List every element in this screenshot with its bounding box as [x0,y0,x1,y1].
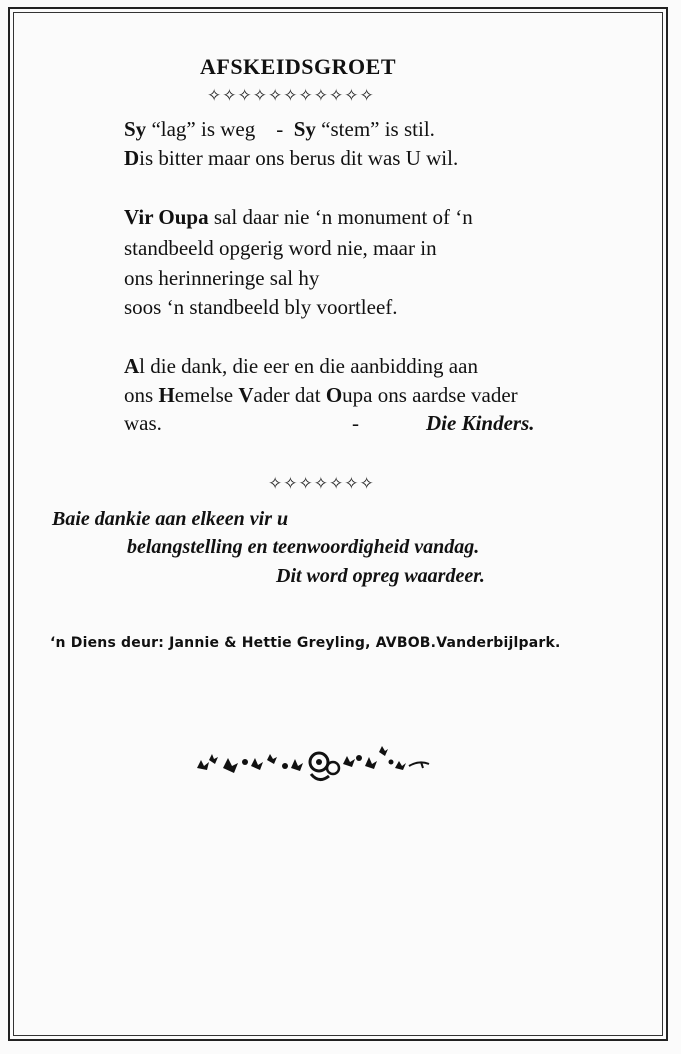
text: “lag” is weg - [146,117,294,141]
text: upa ons aardse vader [342,383,518,407]
stanza1-line1 [124,117,435,142]
stanza1-line2 [124,146,458,171]
thanks-line3: Dit word opreg waardeer. [276,565,485,587]
diamond-ornament-top: ✧✧✧✧✧✧✧✧✧✧✧ [207,86,375,106]
stanza3-line3 [124,411,564,436]
dash: - [352,411,359,435]
stanza3-line2 [124,383,518,408]
thanks-line2: belangstelling en teenwoordigheid vandag. [127,536,480,558]
bold-initial: O [325,383,343,407]
floral-ornament-icon [193,738,443,793]
bold-initial: Sy [293,117,316,141]
stanza2-line1 [124,205,473,230]
bold-word: Oupa [158,205,209,229]
stanza2-line3: ons herinneringe sal hy [124,266,320,290]
bold-initial: A [124,354,140,378]
bold-initial: Sy [124,117,147,141]
text: sal daar nie ‘n monument of ‘n [208,205,473,229]
signature-die-kinders: Die Kinders. [426,411,535,435]
text: ons [124,383,159,407]
text: was. [124,411,162,435]
thanks-line1: Baie dankie aan elkeen vir u [52,508,289,530]
service-credit: ‘n Diens deur: Jannie & Hettie Greyling, AVBOB.Vanderbijlpark. [50,635,561,651]
card-title: AFSKEIDSGROET [200,54,396,79]
stanza3-line1 [124,354,478,379]
text: ader dat [253,383,326,407]
text: is bitter maar ons berus dit was U wil. [139,146,459,170]
bold-initial: Vir [124,205,159,229]
bold-initial: V [238,383,254,407]
bold-initial: D [124,146,140,170]
bold-initial: H [158,383,175,407]
stanza2-line4: soos ‘n standbeeld bly voortleef. [124,295,398,319]
text: l die dank, die eer en die aanbidding aan [139,354,478,378]
stanza2-line2: standbeeld opgerig word nie, maar in [124,236,437,260]
diamond-ornament-middle: ✧✧✧✧✧✧✧ [268,474,375,494]
text: “stem” is stil. [315,117,435,141]
text: emelse [174,383,239,407]
